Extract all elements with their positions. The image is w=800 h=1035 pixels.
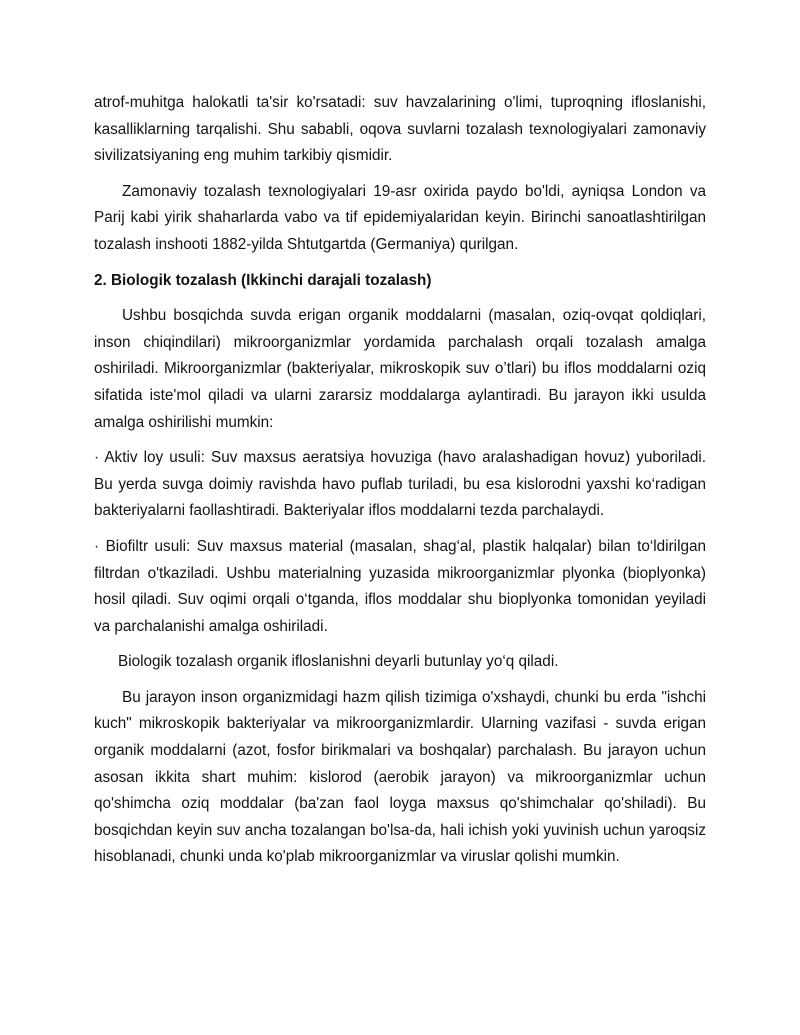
bullet-biofilter: · Biofiltr usuli: Suv maxsus material (masalan, shag‘al, plastik halqalar) bilan to‘ldirilgan filtrdan o'tkaziladi. Ushbu materialning yuzasida mikroorganizmlar plyonka (bioplyonka) hosil qiladi. Suv oqimi orqali o‘tganda, iflos moddalar shu bioplyonka tomonidan yeyiladi va parchalanishi amalga oshiriladi. <box>94 537 706 635</box>
paragraph-summary: Biologik tozalash organik ifloslanishni deyarli butunlay yo‘q qiladi. <box>118 653 559 671</box>
bullet-activated-sludge: · Aktiv loy usuli: Suv maxsus aeratsiya hovuziga (havo aralashadigan hovuz) yuboriladi. Bu yerda suvga doimiy ravishda havo puflab turiladi, bu esa kislorodni yaxshi ko‘radigan bakteriyalarni faollashtiradi. Bakteriyalar iflos moddalarni tezda parchalaydi. <box>94 449 706 520</box>
paragraph-digestion-analogy: Bu jarayon inson organizmidagi hazm qilish tizimiga o'xshaydi, chunki bu erda "ishchi kuch" mikroskopik bakteriyalar va mikroorganizmlardir. Ularning vazifasi - suvda erigan organik moddalarni (azot, fosfor birikmalari va boshqalar) parchalash. Bu jarayon uchun asosan ikkita shart muhim: kislorod (aerobik jarayon) va mikroorganizmlar uchun qo'shimcha oziq moddalar (ba'zan faol loyga maxsus qo'shimchalar qo'shiladi). Bu bosqichdan keyin suv ancha tozalangan bo'lsa-da, hali ichish yoki yuvinish uchun yaroqsiz hisoblanadi, chunki unda ko'plab mikroorganizmlar va viruslar qolishi mumkin. <box>94 688 706 866</box>
paragraph-1: atrof-muhitga halokatli ta'sir ko'rsatadi: suv havzalarining o'limi, tuproqning ifloslanishi, kasalliklarning tarqalishi. Shu sababli, oqova suvlarni tozalash texnologiyalari zamonaviy sivilizatsiyaning eng muhim tarkibiy qismidir. <box>94 94 706 165</box>
document-page <box>94 90 706 880</box>
paragraph-biological-intro: Ushbu bosqichda suvda erigan organik moddalarni (masalan, oziq-ovqat qoldiqlari, inson chiqindilari) mikroorganizmlar yordamida parchalash orqali tozalash amalga oshiriladi. Mikroorganizmlar (bakteriyalar, mikroskopik suv o’tlari) bu iflos moddalarni oziq sifatida iste'mol qiladi va ularni zararsiz moddalarga aylantiradi. Bu jarayon ikki usulda amalga oshirilishi mumkin: <box>94 307 706 431</box>
section-heading: 2. Biologik tozalash (Ikkinchi darajali tozalash) <box>94 271 432 289</box>
paragraph-2: Zamonaviy tozalash texnologiyalari 19-asr oxirida paydo bo'ldi, ayniqsa London va Parij kabi yirik shaharlarda vabo va tif epidemiyalaridan keyin. Birinchi sanoatlashtirilgan tozalash inshooti 1882-yilda Shtutgartda (Germaniya) qurilgan. <box>94 182 706 253</box>
